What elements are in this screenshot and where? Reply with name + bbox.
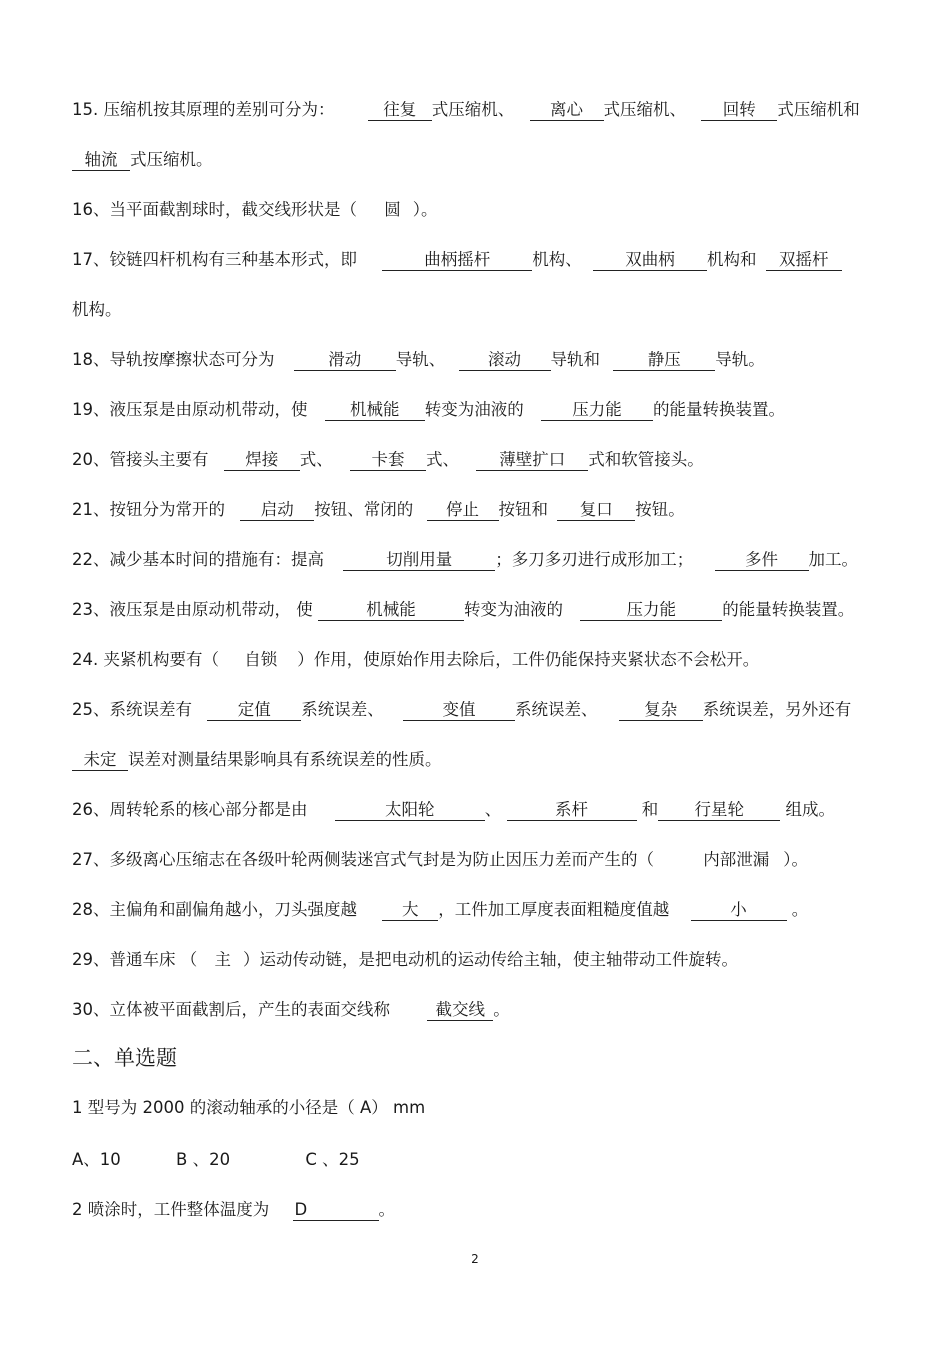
answer-text: 自锁 <box>244 650 278 669</box>
question-28 <box>72 899 808 921</box>
question-20 <box>72 449 704 471</box>
answer-blank: 截交线 <box>427 1000 493 1021</box>
answer-blank: 多件 <box>715 550 809 571</box>
answer-blank: 压力能 <box>580 600 722 621</box>
question-text: 20、管接头主要有 <box>72 450 209 469</box>
question-text: 2 喷涂时，工件整体温度为 <box>72 1200 270 1219</box>
question-25 <box>72 699 851 721</box>
question-text: 。 <box>493 1000 510 1019</box>
answer-blank: 变值 <box>403 700 515 721</box>
question-text: 24. 夹紧机构要有（ <box>72 650 219 669</box>
answer-blank: 机械能 <box>325 400 425 421</box>
question-text: 27、多级离心压缩志在各级叶轮两侧装迷宫式气封是为防止因压力差而产生的（ <box>72 850 654 869</box>
question-text: 式压缩机。 <box>130 150 213 169</box>
answer-blank: 复口 <box>557 500 635 521</box>
question-30 <box>72 999 510 1021</box>
question-15 <box>72 99 860 121</box>
answer-blank: 切削用量 <box>343 550 495 571</box>
answer-blank: 曲柄摇杆 <box>382 250 532 271</box>
question-text: 。 <box>378 1200 395 1219</box>
answer-blank: 回转 <box>701 100 777 121</box>
answer-blank: 往复 <box>368 100 432 121</box>
question-text: 机构。 <box>72 300 122 319</box>
answer-blank: 系杆 <box>507 800 637 821</box>
answer-blank: 离心 <box>530 100 604 121</box>
question-text: ）运动传动链，是把电动机的运动传给主轴，使主轴带动工件旋转。 <box>243 950 738 969</box>
answer-blank: 未定 <box>72 750 128 771</box>
question-text: 式压缩机和 <box>777 100 860 119</box>
question-text: 加工。 <box>808 550 858 569</box>
question-text: 28、主偏角和副偏角越小，刀头强度越 <box>72 900 357 919</box>
question-23 <box>72 599 854 621</box>
question-17 <box>72 249 842 271</box>
question-18 <box>72 349 765 371</box>
answer-blank: 机械能 <box>318 600 464 621</box>
answer-blank: 复杂 <box>619 700 703 721</box>
question-text: 16、当平面截割球时，截交线形状是（ <box>72 200 357 219</box>
question-text: 系统误差、 <box>301 700 384 719</box>
answer-blank: 静压 <box>613 350 715 371</box>
question-text: 系统误差、 <box>515 700 598 719</box>
question-text: 、 <box>484 800 502 819</box>
answer-text: 圆 <box>384 200 401 219</box>
answer-blank: 焊接 <box>224 450 300 471</box>
question-text: 29、普通车床 （ <box>72 950 198 969</box>
question-26 <box>72 799 835 821</box>
question-text: 机构和 <box>707 250 757 269</box>
question-text: ；多刀多刃进行成形加工； <box>495 550 694 569</box>
question-text: ）。 <box>412 200 438 219</box>
question-21 <box>72 499 685 521</box>
question-text: 组成。 <box>785 800 835 819</box>
option-b: B 、20 <box>176 1150 231 1169</box>
question-text: 21、按钮分为常开的 <box>72 500 225 519</box>
question-text: 转变为油液的 <box>424 400 524 419</box>
answer-blank: 启动 <box>240 500 314 521</box>
section-heading: 二、单选题 <box>72 1046 177 1070</box>
question-17-continued <box>72 299 122 321</box>
question-16 <box>72 199 438 221</box>
question-text: 22、减少基本时间的措施有：提高 <box>72 550 324 569</box>
question-text: 式压缩机、 <box>603 100 686 119</box>
question-text: 式、 <box>426 450 459 469</box>
question-text: 式和软管接头。 <box>588 450 704 469</box>
answer-blank: D <box>293 1200 379 1221</box>
mc-question-1 <box>72 1097 425 1119</box>
answer-blank: 卡套 <box>350 450 426 471</box>
answer-blank: 滚动 <box>459 350 551 371</box>
question-text: 。 <box>791 900 809 919</box>
question-text: 的能量转换装置。 <box>653 400 785 419</box>
question-text: 的能量转换装置。 <box>722 600 855 619</box>
question-text: 25、系统误差有 <box>72 700 192 719</box>
answer-blank: 压力能 <box>541 400 653 421</box>
question-22 <box>72 549 858 571</box>
answer-blank: 轴流 <box>72 150 130 171</box>
question-text: ）。 <box>783 850 808 869</box>
answer-blank: 滑动 <box>294 350 396 371</box>
question-19 <box>72 399 785 421</box>
question-text: 15. 压缩机按其原理的差别可分为： <box>72 100 335 119</box>
answer-blank: 停止 <box>427 500 499 521</box>
answer-blank: 大 <box>382 900 438 921</box>
answer-text: 内部泄漏 <box>703 850 770 869</box>
answer-blank: 行星轮 <box>658 800 780 821</box>
question-text: ）作用，使原始作用去除后，工件仍能保持夹紧状态不会松开。 <box>297 650 760 669</box>
question-text: 系统误差，另外还有 <box>702 700 852 719</box>
question-text: 18、导轨按摩擦状态可分为 <box>72 350 275 369</box>
option-a: A、10 <box>72 1150 121 1169</box>
mc-question-2 <box>72 1199 395 1221</box>
question-text: 19、液压泵是由原动机带动，使 <box>72 400 308 419</box>
answer-blank: 太阳轮 <box>335 800 485 821</box>
answer-text: 主 <box>214 950 231 969</box>
page-number: 2 <box>471 1252 479 1266</box>
question-text: 导轨和 <box>550 350 600 369</box>
question-text: 23、液压泵是由原动机带动， 使 <box>72 600 313 619</box>
question-15-continued <box>72 149 213 171</box>
question-text: 导轨、 <box>395 350 446 369</box>
question-text: 误差对测量结果影响具有系统误差的性质。 <box>128 750 442 769</box>
question-text: 17、铰链四杆机构有三种基本形式，即 <box>72 250 357 269</box>
question-29 <box>72 949 738 971</box>
question-text: 转变为油液的 <box>464 600 563 619</box>
question-25-continued <box>72 749 442 771</box>
mc-options-1 <box>72 1149 360 1171</box>
question-text: 30、立体被平面截割后，产生的表面交线称 <box>72 1000 390 1019</box>
question-text: 机构、 <box>532 250 582 269</box>
answer-blank: 双摇杆 <box>766 250 842 271</box>
answer-blank: 小 <box>691 900 787 921</box>
question-text: 按钮。 <box>635 500 685 519</box>
question-text: ，工件加工厚度表面粗糙度值越 <box>438 900 670 919</box>
question-text: 按钮、常闭的 <box>314 500 414 519</box>
question-27 <box>72 849 808 871</box>
answer-blank: 双曲柄 <box>593 250 707 271</box>
question-text: 1 型号为 2000 的滚动轴承的小径是（ A） mm <box>72 1098 426 1117</box>
question-text: 和 <box>641 800 659 819</box>
question-text: 导轨。 <box>715 350 765 369</box>
answer-blank: 定值 <box>207 700 301 721</box>
question-24 <box>72 649 759 671</box>
question-text: 26、周转轮系的核心部分都是由 <box>72 800 308 819</box>
answer-blank: 薄壁扩口 <box>476 450 588 471</box>
option-c: C 、25 <box>305 1150 360 1169</box>
question-text: 式、 <box>299 450 333 469</box>
question-text: 式压缩机、 <box>431 100 515 119</box>
question-text: 按钮和 <box>498 500 548 519</box>
